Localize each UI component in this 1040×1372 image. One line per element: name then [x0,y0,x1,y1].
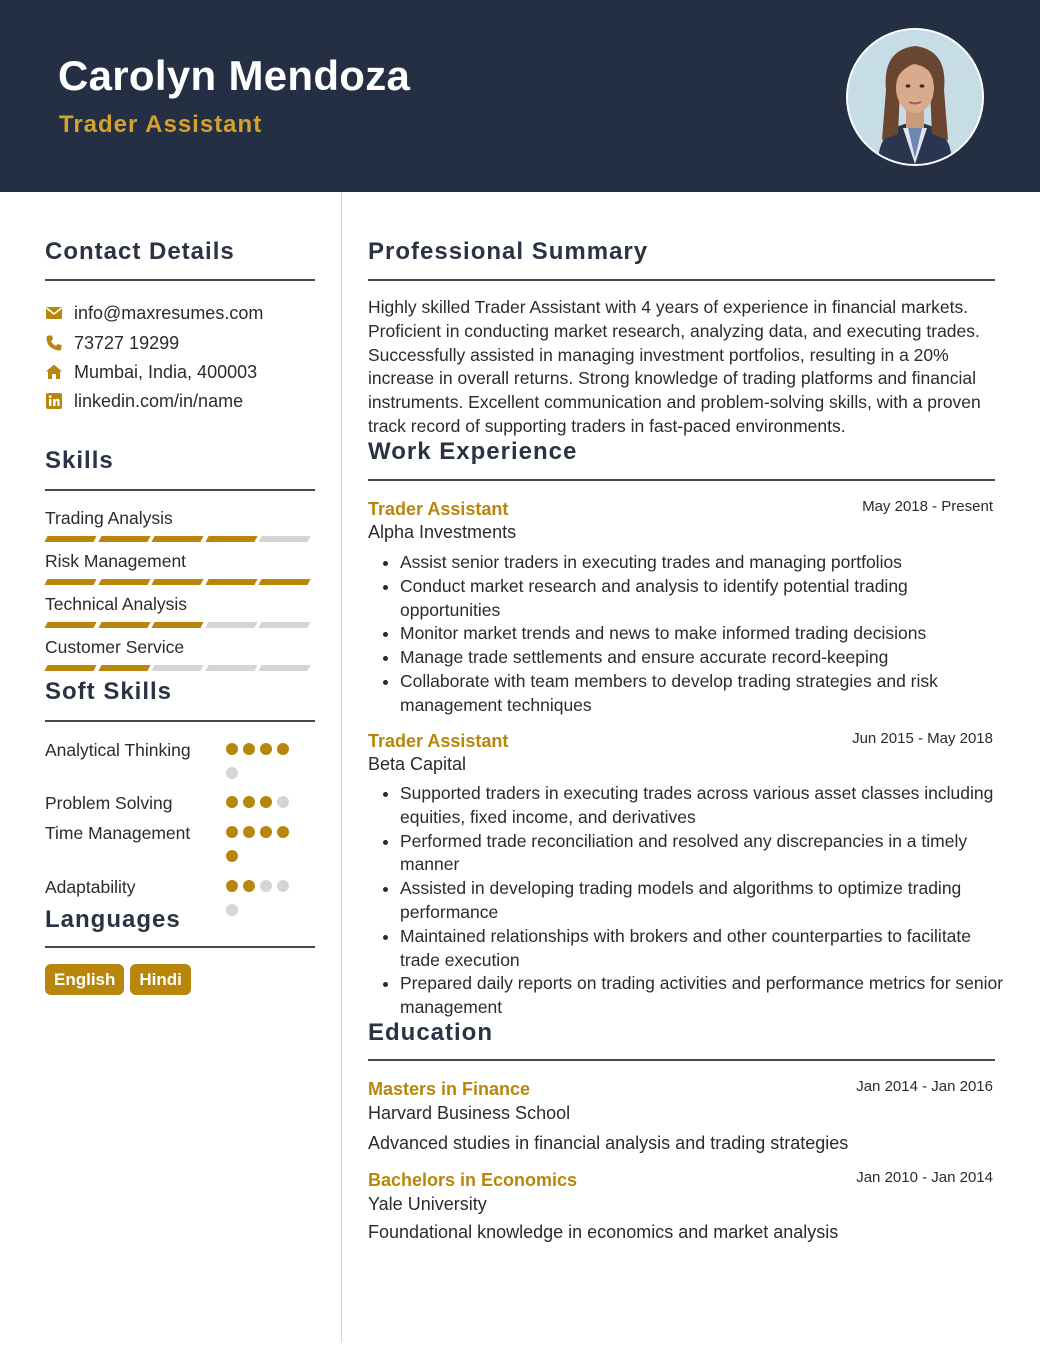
soft-skill-label: Analytical Thinking [45,740,191,760]
skill-segment-filled [44,579,96,585]
summary-section-title: Professional Summary [368,238,649,265]
job-bullets [378,782,1010,1020]
language-chip: Hindi [130,964,191,995]
job-dates: Jun 2015 - May 2018 [852,730,993,747]
skill-segment-empty [152,665,204,671]
school-name: Harvard Business School [368,1103,571,1123]
education-description: Foundational knowledge in economics and market analysis [368,1222,839,1242]
job-bullet: • Assisted in developing trading models and algorithms to optimize trading performance [400,877,1010,925]
skill-segment-filled [98,622,150,628]
rating-dot-empty [226,767,238,779]
school-name: Yale University [368,1194,487,1214]
soft-skill-dots [226,880,306,928]
skill-label: Trading Analysis [45,508,173,528]
skill-segment-empty [259,622,311,628]
skill-level-bar [46,622,314,628]
rating-dot-filled [226,880,238,892]
skill-level-bar [46,536,314,542]
contact-email-text: info@maxresumes.com [74,302,264,323]
candidate-name: Carolyn Mendoza [58,52,411,99]
skill-segment-filled [98,579,150,585]
skill-segment-filled [98,665,150,671]
skill-segment-empty [259,536,311,542]
rating-dot-filled [226,796,238,808]
soft-skill-dots [226,743,306,791]
contact-address [45,360,257,384]
portrait-image [848,30,982,164]
rating-dot-filled [277,826,289,838]
contact-phone[interactable] [45,331,179,355]
languages-rule [45,946,315,948]
phone-icon [45,334,63,352]
rating-dot-filled [260,796,272,808]
soft-skill-label: Adaptability [45,877,136,897]
skills-section-title: Skills [45,447,114,474]
contact-address-text: Mumbai, India, 400003 [74,361,258,382]
job-bullet: • Performed trade reconciliation and resolved any discrepancies in a timely manner [400,830,1010,878]
contact-phone-text: 73727 19299 [74,332,180,353]
skill-segment-filled [44,536,96,542]
education-description: Advanced studies in financial analysis and trading strategies [368,1133,849,1153]
resume-header [0,0,1040,192]
rating-dot-filled [243,743,255,755]
home-icon [45,363,63,381]
skill-segment-filled [205,579,257,585]
job-bullet: • Assist senior traders in executing trades and managing portfolios [400,551,1010,575]
job-bullet: • Prepared daily reports on trading activities and performance metrics for senior management [400,972,1010,1020]
skill-segment-filled [98,536,150,542]
soft-skills-section-title: Soft Skills [45,678,173,705]
job-bullet: • Manage trade settlements and ensure accurate record-keeping [400,646,1010,670]
profile-photo [846,28,984,166]
soft-skill-dots [226,796,306,820]
job-dates: May 2018 - Present [862,498,993,515]
languages-section-title: Languages [45,906,181,933]
skill-segment-filled [152,536,204,542]
skill-level-bar [46,579,314,585]
candidate-role: Trader Assistant [59,111,263,138]
rating-dot-filled [260,743,272,755]
contact-linkedin[interactable] [45,389,243,413]
skill-label: Risk Management [45,551,187,571]
skill-segment-filled [205,536,257,542]
job-bullets [378,551,1010,718]
contact-email[interactable] [45,301,263,325]
job-bullet: • Collaborate with team members to develop trading strategies and risk management techniques [400,670,1010,718]
job-company: Alpha Investments [368,522,517,542]
skill-segment-empty [259,665,311,671]
skill-segment-filled [152,579,204,585]
language-list [45,964,197,995]
rating-dot-filled [226,826,238,838]
skill-segment-filled [44,665,96,671]
rating-dot-filled [260,826,272,838]
rating-dot-filled [226,743,238,755]
education-dates: Jan 2014 - Jan 2016 [856,1078,993,1095]
experience-rule [368,479,995,481]
summary-text: Highly skilled Trader Assistant with 4 years of experience in financial markets. Proficient in conducting market research, analyzing data, and executing trades. Successfully assisted in managing investment portfolios, resulting in a 20% increase in overall returns. Strong knowledge of trading platforms and financial instruments. Excellent communication and problem-solving skills, with a proven track record of supporting traders in fast-paced environments. [368,297,981,436]
degree-title: Bachelors in Economics [368,1170,578,1190]
summary-rule [368,279,995,281]
rating-dot-filled [243,796,255,808]
education-section-title: Education [368,1019,494,1046]
linkedin-icon [45,392,63,410]
skill-segment-empty [205,665,257,671]
rating-dot-filled [243,880,255,892]
degree-title: Masters in Finance [368,1079,531,1099]
job-bullet: • Monitor market trends and news to make informed trading decisions [400,622,1010,646]
column-divider [341,192,342,1342]
job-title: Trader Assistant [368,499,509,519]
education-dates: Jan 2010 - Jan 2014 [856,1169,993,1186]
rating-dot-empty [260,880,272,892]
rating-dot-filled [226,850,238,862]
rating-dot-empty [277,796,289,808]
skill-segment-filled [259,579,311,585]
skills-rule [45,489,315,491]
rating-dot-filled [277,743,289,755]
soft-skills-rule [45,720,315,722]
rating-dot-filled [243,826,255,838]
experience-section-title: Work Experience [368,438,578,465]
soft-skill-label: Time Management [45,823,191,843]
contact-linkedin-text: linkedin.com/in/name [74,390,244,411]
rating-dot-empty [277,880,289,892]
contact-rule [45,279,315,281]
skill-segment-empty [205,622,257,628]
soft-skill-label: Problem Solving [45,793,173,813]
soft-skill-dots [226,826,306,874]
education-rule [368,1059,995,1061]
job-title: Trader Assistant [368,731,509,751]
skill-segment-filled [44,622,96,628]
language-chip: English [45,964,124,995]
job-bullet: • Supported traders in executing trades across various asset classes including equities, fixed income, and derivatives [400,782,1010,830]
skill-level-bar [46,665,314,671]
contact-section-title: Contact Details [45,238,235,265]
job-bullet: • Conduct market research and analysis to identify potential trading opportunities [400,575,1010,623]
job-bullet: • Maintained relationships with brokers and other counterparties to facilitate trade execution [400,925,1010,973]
skill-segment-filled [152,622,204,628]
job-company: Beta Capital [368,754,467,774]
skill-label: Customer Service [45,637,185,657]
skill-label: Technical Analysis [45,594,188,614]
rating-dot-empty [226,904,238,916]
envelope-icon [45,304,63,322]
